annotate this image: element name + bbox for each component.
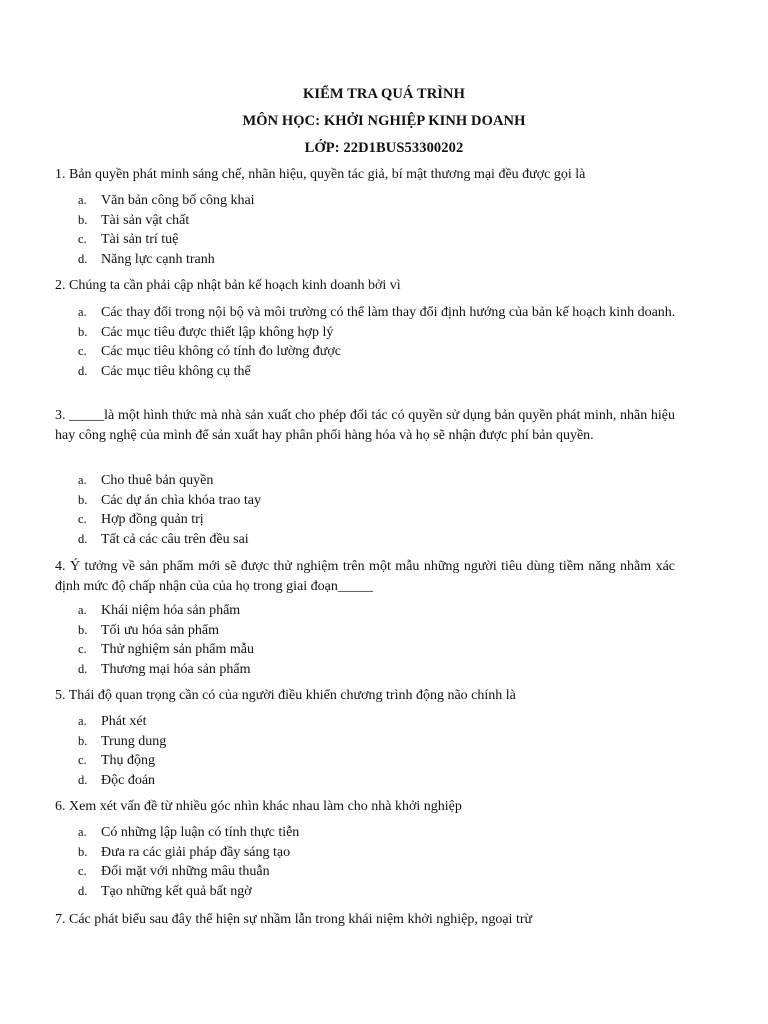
question-5-text: 5. Thái độ quan trọng cần có của người điều khiển chương trình động não chính là bbox=[55, 688, 516, 703]
question-2-text: 2. Chúng ta cần phải cập nhật bản kế hoạch kinh doanh bởi vì bbox=[55, 278, 401, 293]
option-text: Tài sản vật chất bbox=[101, 212, 190, 228]
option-6d bbox=[78, 882, 678, 902]
option-text: Đưa ra các giải pháp đầy sáng tạo bbox=[101, 844, 291, 860]
option-text: Các mục tiêu không có tính đo lường được bbox=[101, 344, 341, 359]
option-letter: d. bbox=[78, 531, 88, 546]
option-4a bbox=[78, 601, 678, 621]
option-1b bbox=[78, 211, 678, 231]
option-text: Tạo những kết quả bất ngờ bbox=[101, 883, 252, 899]
option-letter: d. bbox=[78, 251, 88, 266]
option-text: Độc đoán bbox=[101, 772, 156, 788]
option-text: Các thay đổi trong nội bộ và môi trường có thể làm thay đổi định hướng của bản kế hoạch kinh doanh. bbox=[101, 305, 676, 320]
option-2a bbox=[78, 303, 678, 323]
option-letter: a. bbox=[78, 825, 87, 839]
option-2d bbox=[78, 362, 678, 382]
option-3b bbox=[78, 491, 678, 511]
option-6a bbox=[78, 823, 678, 843]
option-text: Có những lập luận có tính thực tiễn bbox=[101, 825, 300, 840]
option-1a bbox=[78, 191, 678, 211]
question-7-text: 7. Các phát biểu sau đây thể hiện sự nhầm lẫn trong khái niệm khởi nghiệp, ngoại trừ bbox=[55, 912, 533, 927]
class-code: LỚP: 22D1BUS53300202 bbox=[304, 140, 464, 156]
option-text: Các mục tiêu không cụ thể bbox=[101, 363, 251, 379]
option-text: Cho thuê bản quyền bbox=[101, 473, 214, 488]
course-title: MÔN HỌC: KHỞI NGHIỆP KINH DOANH bbox=[242, 113, 526, 129]
option-letter: d. bbox=[78, 363, 88, 378]
option-letter: c. bbox=[78, 753, 87, 767]
option-5d bbox=[78, 771, 678, 791]
option-5b bbox=[78, 732, 678, 752]
option-letter: c. bbox=[78, 642, 87, 656]
option-letter: a. bbox=[78, 193, 87, 207]
option-letter: d. bbox=[78, 661, 88, 676]
question-3-text: 3. _____là một hình thức mà nhà sản xuất cho phép đối tác có quyền sử dụng bản quyền phát minh, nhãn hiệu hay công nghệ của mình để sản xuất hay phân phối hàng hóa và họ sẽ nhận được phí bản quyền. bbox=[55, 408, 675, 443]
option-letter: c. bbox=[78, 232, 87, 246]
question-2-options bbox=[78, 303, 678, 381]
option-letter: a. bbox=[78, 714, 87, 728]
option-1d bbox=[78, 250, 678, 270]
option-text: Các mục tiêu được thiết lập không hợp lý bbox=[101, 324, 334, 340]
option-text: Đối mặt với những mâu thuẫn bbox=[101, 864, 270, 879]
option-text: Trung dung bbox=[101, 733, 167, 749]
question-1-text: 1. Bản quyền phát minh sáng chế, nhãn hiệu, quyền tác giả, bí mật thương mại đều được gọi là bbox=[55, 167, 586, 182]
option-5a bbox=[78, 712, 678, 732]
option-letter: d. bbox=[78, 772, 88, 787]
option-letter: c. bbox=[78, 864, 87, 878]
option-2b bbox=[78, 323, 678, 343]
question-1-options bbox=[78, 191, 678, 269]
option-text: Phát xét bbox=[101, 714, 147, 729]
question-5-options bbox=[78, 712, 678, 790]
option-letter: d. bbox=[78, 883, 88, 898]
option-text: Văn bản công bố công khai bbox=[101, 193, 255, 208]
option-text: Thương mại hóa sản phẩm bbox=[101, 661, 251, 677]
option-5c bbox=[78, 751, 678, 771]
option-text: Hợp đồng quản trị bbox=[101, 512, 204, 527]
option-text: Khái niệm hóa sản phẩm bbox=[101, 603, 241, 618]
option-letter: b. bbox=[78, 844, 88, 859]
option-4d bbox=[78, 660, 678, 680]
option-3c bbox=[78, 510, 678, 530]
exam-title: KIỂM TRA QUÁ TRÌNH bbox=[302, 86, 465, 102]
option-1c bbox=[78, 230, 678, 250]
option-text: Các dự án chìa khóa trao tay bbox=[101, 492, 261, 508]
option-6c bbox=[78, 862, 678, 882]
question-4-options bbox=[78, 601, 678, 679]
option-letter: b. bbox=[78, 733, 88, 748]
option-text: Tối ưu hóa sản phẩm bbox=[101, 622, 220, 638]
option-text: Năng lực cạnh tranh bbox=[101, 251, 215, 267]
option-4b bbox=[78, 621, 678, 641]
option-text: Tài sản trí tuệ bbox=[101, 232, 179, 247]
option-letter: b. bbox=[78, 212, 88, 227]
option-3d bbox=[78, 530, 678, 550]
question-6-options bbox=[78, 823, 678, 901]
question-3-options bbox=[78, 471, 678, 549]
option-letter: c. bbox=[78, 344, 87, 358]
option-letter: b. bbox=[78, 492, 88, 507]
option-letter: b. bbox=[78, 622, 88, 637]
question-4-text: 4. Ý tưởng về sản phẩm mới sẽ được thử nghiệm trên một mẫu những người tiêu dùng tiềm năng nhằm xác định mức độ chấp nhận của của họ trong giai đoạn_____ bbox=[55, 559, 675, 594]
option-text: Thử nghiệm sản phẩm mẫu bbox=[101, 642, 255, 657]
option-letter: b. bbox=[78, 324, 88, 339]
option-letter: a. bbox=[78, 305, 87, 319]
option-2c bbox=[78, 342, 678, 362]
option-text: Tất cả các câu trên đều sai bbox=[101, 531, 249, 547]
option-letter: a. bbox=[78, 473, 87, 487]
option-letter: c. bbox=[78, 512, 87, 526]
option-4c bbox=[78, 640, 678, 660]
question-6-text: 6. Xem xét vấn đề từ nhiều góc nhìn khác nhau làm cho nhà khởi nghiệp bbox=[55, 799, 462, 814]
option-6b bbox=[78, 843, 678, 863]
option-text: Thụ động bbox=[101, 753, 156, 768]
option-letter: a. bbox=[78, 603, 87, 617]
option-3a bbox=[78, 471, 678, 491]
